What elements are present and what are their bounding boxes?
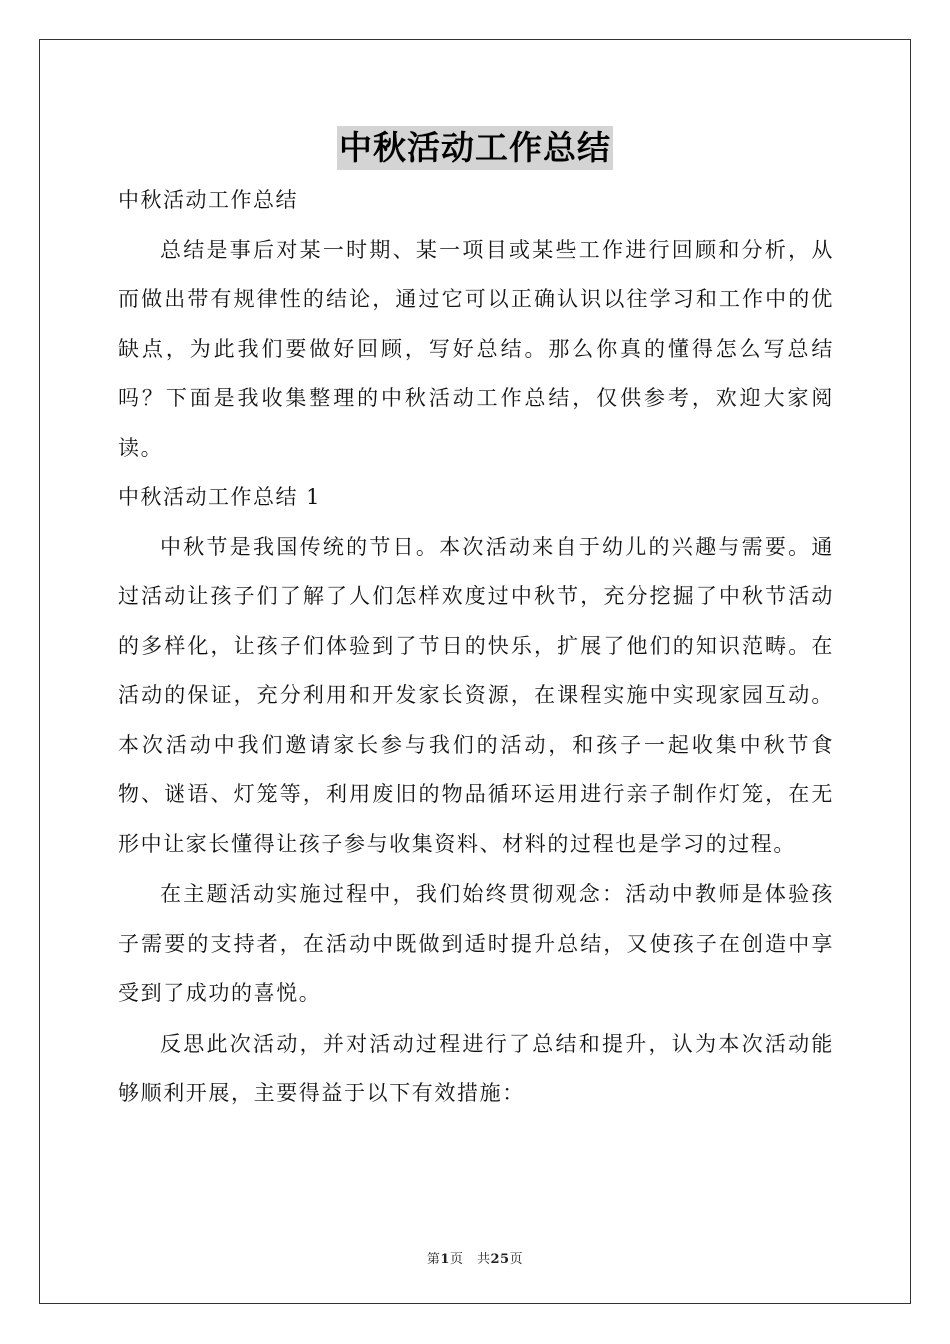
page-prefix: 第 bbox=[426, 1252, 441, 1267]
page-total: 25 bbox=[490, 1252, 510, 1267]
body-paragraph: 反思此次活动，并对活动过程进行了总结和提升，认为本次活动能够顺利开展，主要得益于以下有效措施： bbox=[118, 1031, 834, 1105]
body-paragraph: 中秋节是我国传统的节日。本次活动来自于幼儿的兴趣与需要。通过活动让孩子们了解了人们怎样欢度过中秋节，充分挖掘了中秋节活动的多样化，让孩子们体验到了节日的快乐，扩展了他们的知识范畴。在活动的保证，充分利用和开发家长资源，在课程实施中实现家园互动。本次活动中我们邀请家长参与我们的活动，和孩子一起收集中秋节食物、谜语、灯笼等，利用废旧的物品循环运用进行亲子制作灯笼，在无形中让家长懂得让孩子参与收集资料、材料的过程也是学习的过程。 bbox=[118, 534, 834, 856]
page-suffix: 页 bbox=[509, 1252, 524, 1267]
page-current: 1 bbox=[440, 1252, 450, 1267]
section-heading: 中秋活动工作总结 1 bbox=[118, 485, 322, 509]
title-container bbox=[0, 126, 950, 170]
body-paragraph: 在主题活动实施过程中，我们始终贯彻观念：活动中教师是体验孩子需要的支持者，在活动中既做到适时提升总结，又使孩子在创造中享受到了成功的喜悦。 bbox=[118, 882, 834, 1005]
intro-paragraph: 总结是事后对某一时期、某一项目或某些工作进行回顾和分析，从而做出带有规律性的结论，通过它可以正确认识以往学习和工作中的优缺点，为此我们要做好回顾，写好总结。那么你真的懂得怎么写总结吗？下面是我收集整理的中秋活动工作总结，仅供参考，欢迎大家阅读。 bbox=[118, 237, 834, 460]
document-title: 中秋活动工作总结 bbox=[337, 126, 613, 170]
document-body bbox=[118, 176, 834, 1119]
page-mid: 页 共 bbox=[449, 1252, 491, 1267]
page-footer bbox=[0, 1248, 950, 1267]
document-subtitle: 中秋活动工作总结 bbox=[118, 188, 298, 212]
